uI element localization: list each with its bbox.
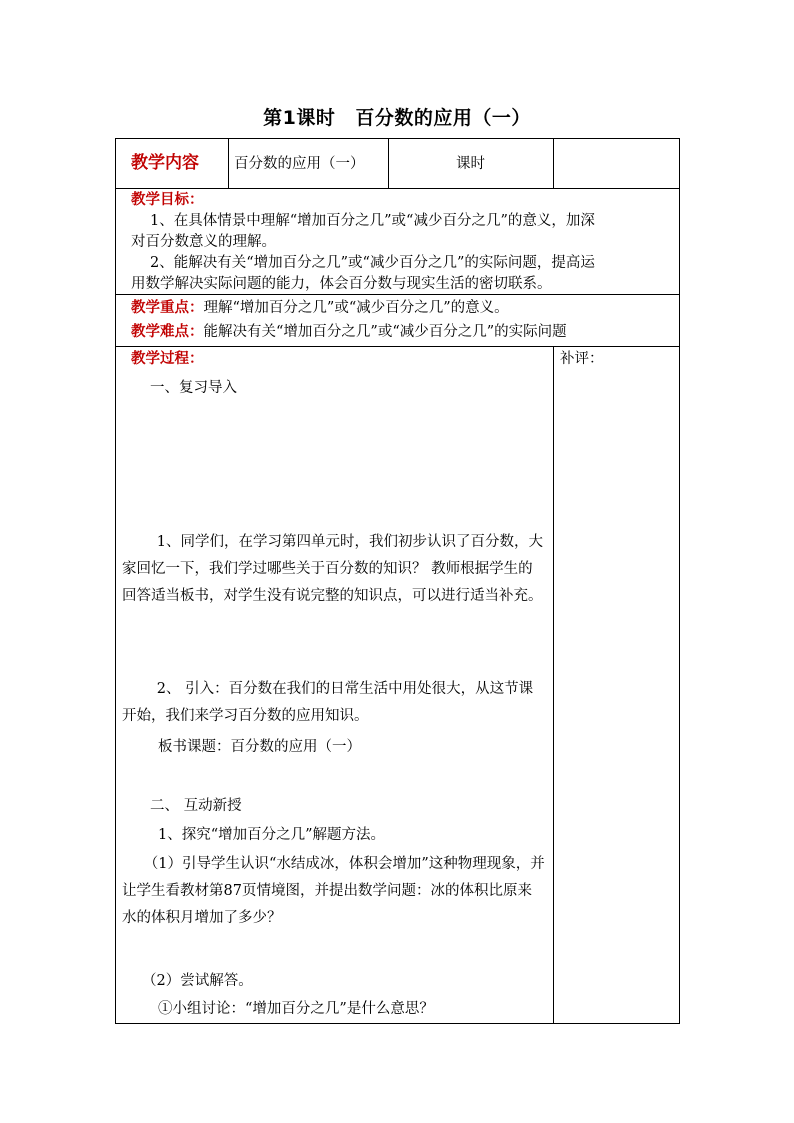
goals-line-1: 1、在具体情景中理解“增加百分之几”或“减少百分之几”的意义，加深 [150,213,595,229]
section-review: 一、复习导入 [150,380,237,396]
lesson-title: 百分数的应用（一） [355,107,531,129]
difficulty-line [131,321,567,343]
goals-label: 教学目标： [131,192,204,208]
lesson-number: 第1课时 [263,107,336,129]
goals-line-3: 2、能解决有关“增加百分之几”或“减少百分之几”的实际问题，提高运 [150,255,595,271]
goals-line-4: 用数学解决实际问题的能力，体会百分数与现实生活的密切联系。 [131,276,552,292]
teaching-content-value: 百分数的应用（一） [234,156,365,172]
group-discussion: ①小组讨论：“增加百分之几”是什么意思？ [158,1001,434,1017]
paragraph-ice-problem: （1）引导学生认识“水结成冰，体积会增加”这种物理现象，并让学生看教材第87页情境图，并提出数学问题：冰的体积比原来水的体积月增加了多少？ [122,856,545,926]
teaching-content-label: 教学内容 [131,153,199,173]
period-label: 课时 [456,156,485,172]
col-divider-3 [553,138,554,188]
paragraph-review: 1、同学们，在学习第四单元时，我们初步认识了百分数，大家回忆一下，我们学过哪些关于百分数的知识？ 教师根据学生的回答适当板书，对学生没有说完整的知识点，可以进行适当补充。 [122,534,544,604]
difficulty-text: 能解决有关“增加百分之几”或“减少百分之几”的实际问题 [203,324,567,340]
goals-line-2: 对百分数意义的理解。 [131,234,276,250]
board-topic: 板书课题：百分数的应用（一） [158,739,361,755]
col-divider-1 [228,138,229,188]
try-solve: （2）尝试解答。 [142,973,253,989]
col-divider-2 [388,138,389,188]
section-new-lesson: 二、 互动新授 [150,798,242,814]
difficulty-label: 教学难点： [131,324,204,340]
comment-label: 补评： [560,351,604,367]
explore-heading: 1、探究“增加百分之几”解题方法。 [158,827,386,843]
row-divider-keypoints [115,346,680,347]
process-label: 教学过程： [131,351,204,367]
col-divider-comment [553,346,554,1024]
key-point-text: 理解“增加百分之几”或“减少百分之几”的意义。 [203,300,509,316]
page-title [0,103,794,130]
paragraph-introduction: 2、 引入：百分数在我们的日常生活中用处很大，从这节课开始，我们来学习百分数的应用知识。 [122,681,534,724]
key-point-line [131,297,509,319]
key-point-label: 教学重点： [131,300,204,316]
